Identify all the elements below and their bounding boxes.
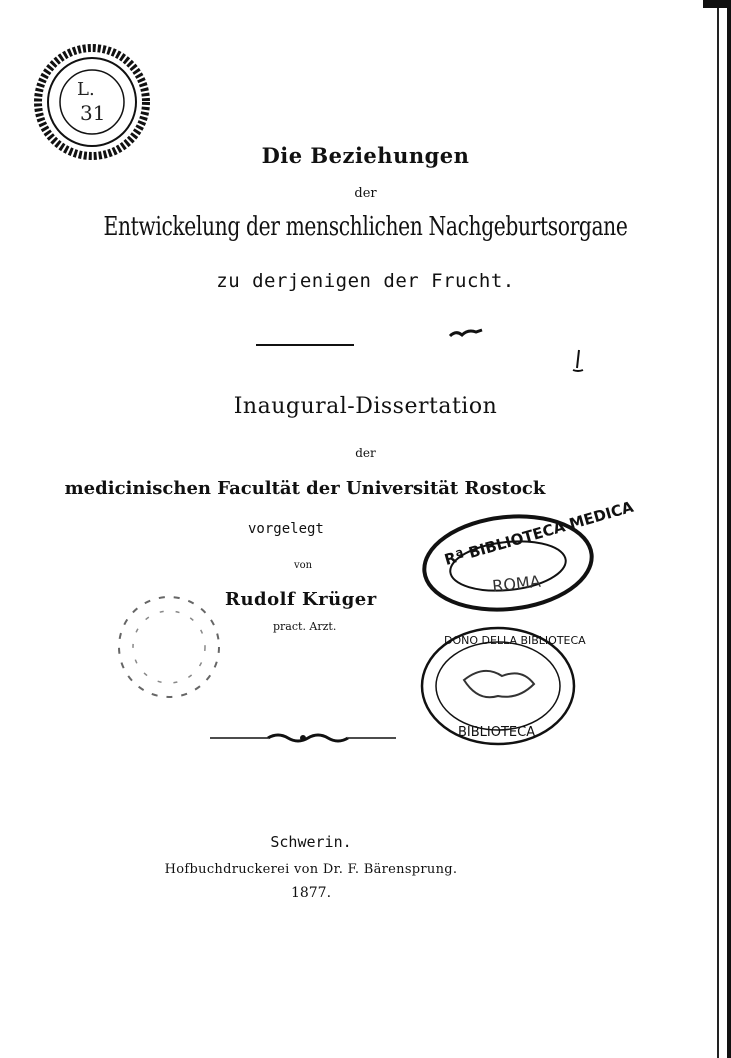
ink-speck-mark (570, 348, 586, 376)
presented-label: vorgelegt (248, 521, 324, 537)
stamp-ring-text: DONO DELLA BIBLIOTECA (444, 634, 586, 647)
faculty-line: medicinischen Facultät der Universität Rostock (64, 478, 546, 499)
publication-place: Schwerin. (270, 833, 352, 851)
ink-speck-ornament (448, 326, 484, 342)
subtitle: zu derjenigen der Frucht. (216, 270, 515, 292)
stamp-center-text: ROMA (491, 571, 542, 596)
faint-stamp-left (104, 590, 234, 705)
title: Die Beziehungen (261, 143, 470, 168)
scan-edge-top (703, 0, 731, 8)
stamp-bottom-text: BIBLIOTECA (458, 725, 536, 740)
author-profession: pract. Arzt. (273, 620, 337, 633)
title-divider (256, 344, 354, 346)
connector-der-1: der (354, 186, 377, 201)
by-label: von (294, 560, 313, 571)
headline: Entwickelung der menschlichen Nachgeburtsorgane (103, 212, 628, 242)
publication-year: 1877. (290, 885, 332, 901)
author-name: Rudolf Krüger (225, 589, 377, 610)
library-stamp-top-left (22, 40, 162, 160)
printer: Hofbuchdruckerei von Dr. F. Bärensprung. (164, 862, 458, 877)
library-stamp-circle-dono (418, 624, 586, 749)
dissertation-type: Inaugural-Dissertation (233, 394, 498, 419)
stamp-shelf-mark: L. (77, 79, 95, 100)
library-stamp-oval-roma (418, 497, 636, 618)
ornamental-divider (208, 730, 398, 746)
stamp-ring-text: Rª BIBLIOTECA MEDICA (442, 497, 636, 569)
stamp-number: 31 (80, 101, 106, 125)
connector-der-2: der (355, 446, 376, 460)
